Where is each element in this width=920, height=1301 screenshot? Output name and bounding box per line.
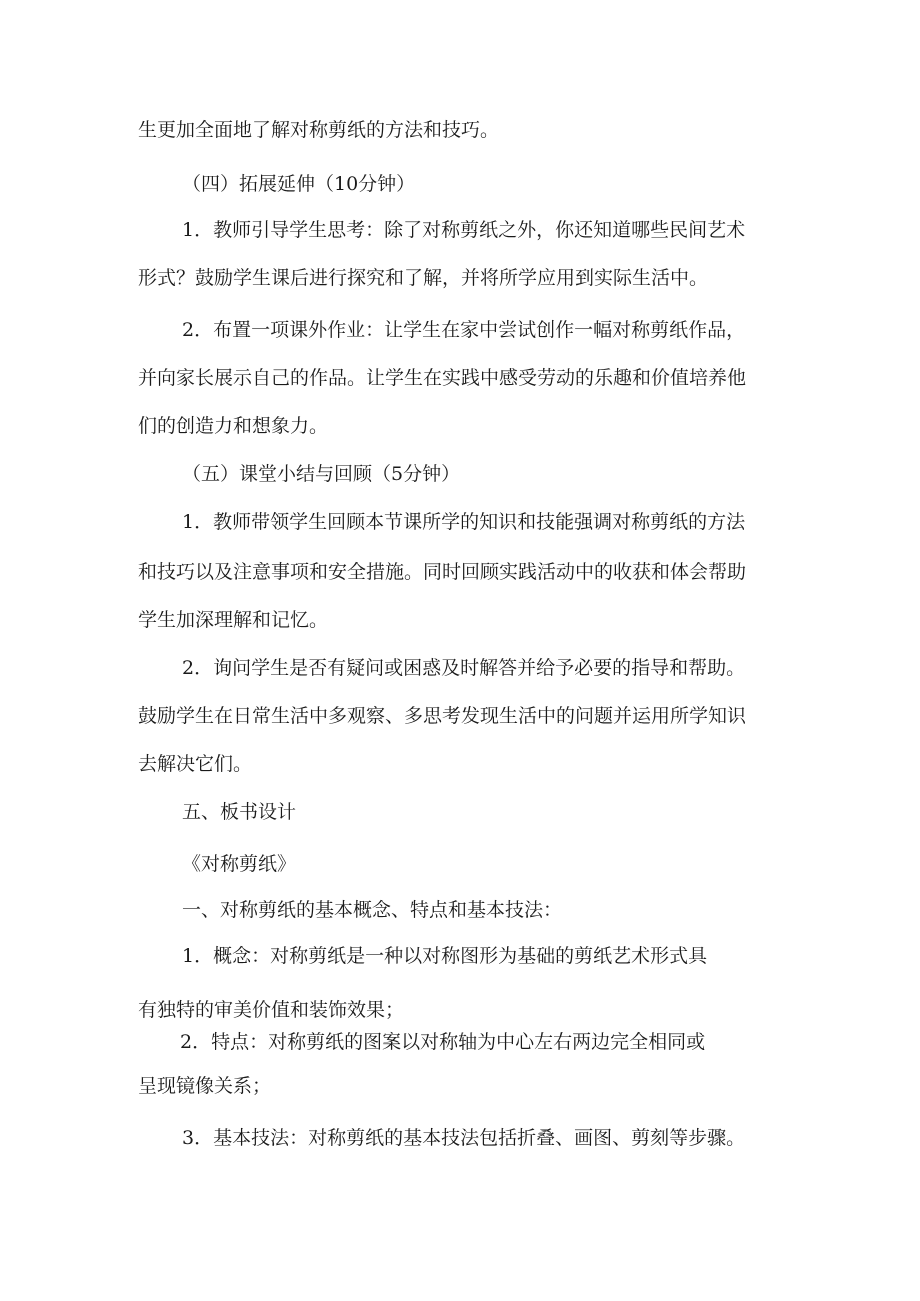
section-heading: （五）课堂小结与回顾（5分钟） (182, 463, 461, 485)
text-line: 2．询问学生是否有疑问或困惑及时解答并给予必要的指导和帮助。 (182, 657, 746, 679)
text-line: 3．基本技法：对称剪纸的基本技法包括折叠、画图、剪刻等步骤。 (182, 1127, 746, 1149)
text-line: 并向家长展示自己的作品。让学生在实践中感受劳动的乐趣和价值培养他 (138, 367, 747, 389)
text-line: 呈现镜像关系； (138, 1075, 272, 1097)
text-line: 和技巧以及注意事项和安全措施。同时回顾实践活动中的收获和体会帮助 (138, 561, 747, 583)
text-line: 2．特点：对称剪纸的图案以对称轴为中心左右两边完全相同或 (180, 1031, 706, 1053)
text-line: 形式？鼓励学生课后进行探究和了解，并将所学应用到实际生活中。 (138, 267, 709, 289)
text-line: 生更加全面地了解对称剪纸的方法和技巧。 (138, 119, 500, 141)
text-line: 去解决它们。 (138, 753, 253, 775)
text-line: 有独特的审美价值和装饰效果； (138, 999, 405, 1021)
text-line: 1．概念：对称剪纸是一种以对称图形为基础的剪纸艺术形式具 (182, 945, 708, 967)
board-title: 《对称剪纸》 (182, 853, 297, 875)
text-line: 学生加深理解和记忆。 (138, 609, 329, 631)
text-line: 1．教师带领学生回顾本节课所学的知识和技能强调对称剪纸的方法 (182, 511, 746, 533)
text-line: 一、对称剪纸的基本概念、特点和基本技法： (182, 899, 563, 921)
section-heading: 五、板书设计 (182, 801, 297, 823)
text-line: 鼓励学生在日常生活中多观察、多思考发现生活中的问题并运用所学知识 (138, 705, 747, 727)
section-heading: （四）拓展延伸（10分钟） (182, 173, 416, 195)
text-line: 2．布置一项课外作业：让学生在家中尝试创作一幅对称剪纸作品， (182, 319, 746, 341)
text-line: 1．教师引导学生思考：除了对称剪纸之外，你还知道哪些民间艺术 (182, 219, 746, 241)
text-line: 们的创造力和想象力。 (138, 415, 329, 437)
